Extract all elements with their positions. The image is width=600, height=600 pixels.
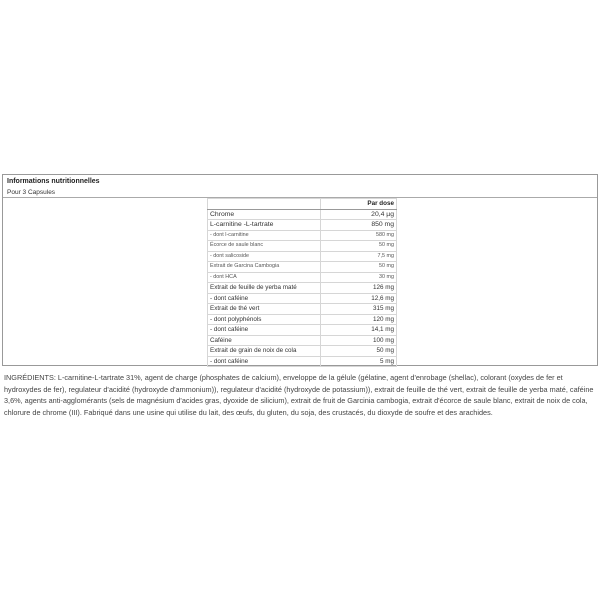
nutrient-name: Extrait de grain de noix de cola bbox=[208, 346, 321, 357]
nutrient-name: Extrait de Garcina Cambogia bbox=[208, 262, 321, 273]
nutrient-value: 850 mg bbox=[321, 220, 397, 231]
panel-title: Informations nutritionnelles bbox=[7, 178, 100, 185]
nutrient-name: Caféine bbox=[208, 335, 321, 346]
table-row bbox=[208, 272, 397, 283]
nutrient-value: 100 mg bbox=[321, 335, 397, 346]
table-row bbox=[208, 346, 397, 357]
table-row bbox=[208, 220, 397, 231]
table-row bbox=[208, 283, 397, 294]
nutrient-name: - dont salicoside bbox=[208, 251, 321, 262]
nutrient-value: 315 mg bbox=[321, 304, 397, 315]
table-header-blank bbox=[208, 199, 321, 210]
serving-size: Pour 3 Capsules bbox=[7, 189, 56, 196]
nutrient-value: 50 mg bbox=[321, 262, 397, 273]
nutrient-value: 126 mg bbox=[321, 283, 397, 294]
table-row bbox=[208, 335, 397, 346]
table-row bbox=[208, 262, 397, 273]
nutrient-name: - dont caféine bbox=[208, 293, 321, 304]
nutrient-value: 30 mg bbox=[321, 272, 397, 283]
table-header-row bbox=[208, 199, 397, 210]
nutrient-value: 7,5 mg bbox=[321, 251, 397, 262]
nutrient-name: Extrait de feuille de yerba maté bbox=[208, 283, 321, 294]
nutrient-name: - dont l-carnitine bbox=[208, 230, 321, 241]
table-row bbox=[208, 251, 397, 262]
table-row bbox=[208, 209, 397, 220]
nutrition-panel bbox=[2, 174, 598, 366]
column-header-per-dose: Par dose bbox=[321, 199, 397, 210]
nutrient-name: Extrait de thé vert bbox=[208, 304, 321, 315]
table-row bbox=[208, 356, 397, 367]
nutrient-name: Chrome bbox=[208, 209, 321, 220]
nutrient-name: - dont HCA bbox=[208, 272, 321, 283]
table-row bbox=[208, 241, 397, 252]
table-row bbox=[208, 325, 397, 336]
table-row bbox=[208, 314, 397, 325]
nutrient-value: 5 mg bbox=[321, 356, 397, 367]
table-row bbox=[208, 304, 397, 315]
nutrient-value: 50 mg bbox=[321, 346, 397, 357]
nutrient-name: Écorce de saule blanc bbox=[208, 241, 321, 252]
nutrient-name: L-carnitine -L-tartrate bbox=[208, 220, 321, 231]
table-row bbox=[208, 293, 397, 304]
ingredients-text: INGRÉDIENTS: L-carnitine-L-tartrate 31%, agent de charge (phosphates de calcium), enveloppe de la gélule (gélatine, agent d'enrobage (shellac), colorant (oxydes de fer et hydroxydes de fer), regulateur d'acidité (hydroxyde d'ammonium)), regulateur d'acidité (hydroxyde de potassium)), extrait de feuille de thé vert, extrait de feuille de yerba maté, caféine 3,6%, agents anti-agglomérants (sels de magnésium d'acides gras, dyoxide de silicium), extrait de fruit de Garcinia cambogia, extrait d'écorce de saule blanc, extrait de noix de cola, chlorure de chrome (III). Fabriqué dans une usine qui utilise du lait, des œufs, du gluten, du soja, des crustacés, du dioxyde de soufre et des arachides. bbox=[4, 373, 594, 417]
nutrient-value: 20,4 µg bbox=[321, 209, 397, 220]
nutrition-table bbox=[207, 198, 397, 367]
nutrient-value: 14,1 mg bbox=[321, 325, 397, 336]
nutrient-name: - dont caféine bbox=[208, 356, 321, 367]
nutrient-value: 50 mg bbox=[321, 241, 397, 252]
nutrient-name: - dont caféine bbox=[208, 325, 321, 336]
table-row bbox=[208, 230, 397, 241]
nutrient-value: 120 mg bbox=[321, 314, 397, 325]
nutrient-value: 12,6 mg bbox=[321, 293, 397, 304]
nutrient-name: - dont polyphénols bbox=[208, 314, 321, 325]
nutrient-value: 580 mg bbox=[321, 230, 397, 241]
